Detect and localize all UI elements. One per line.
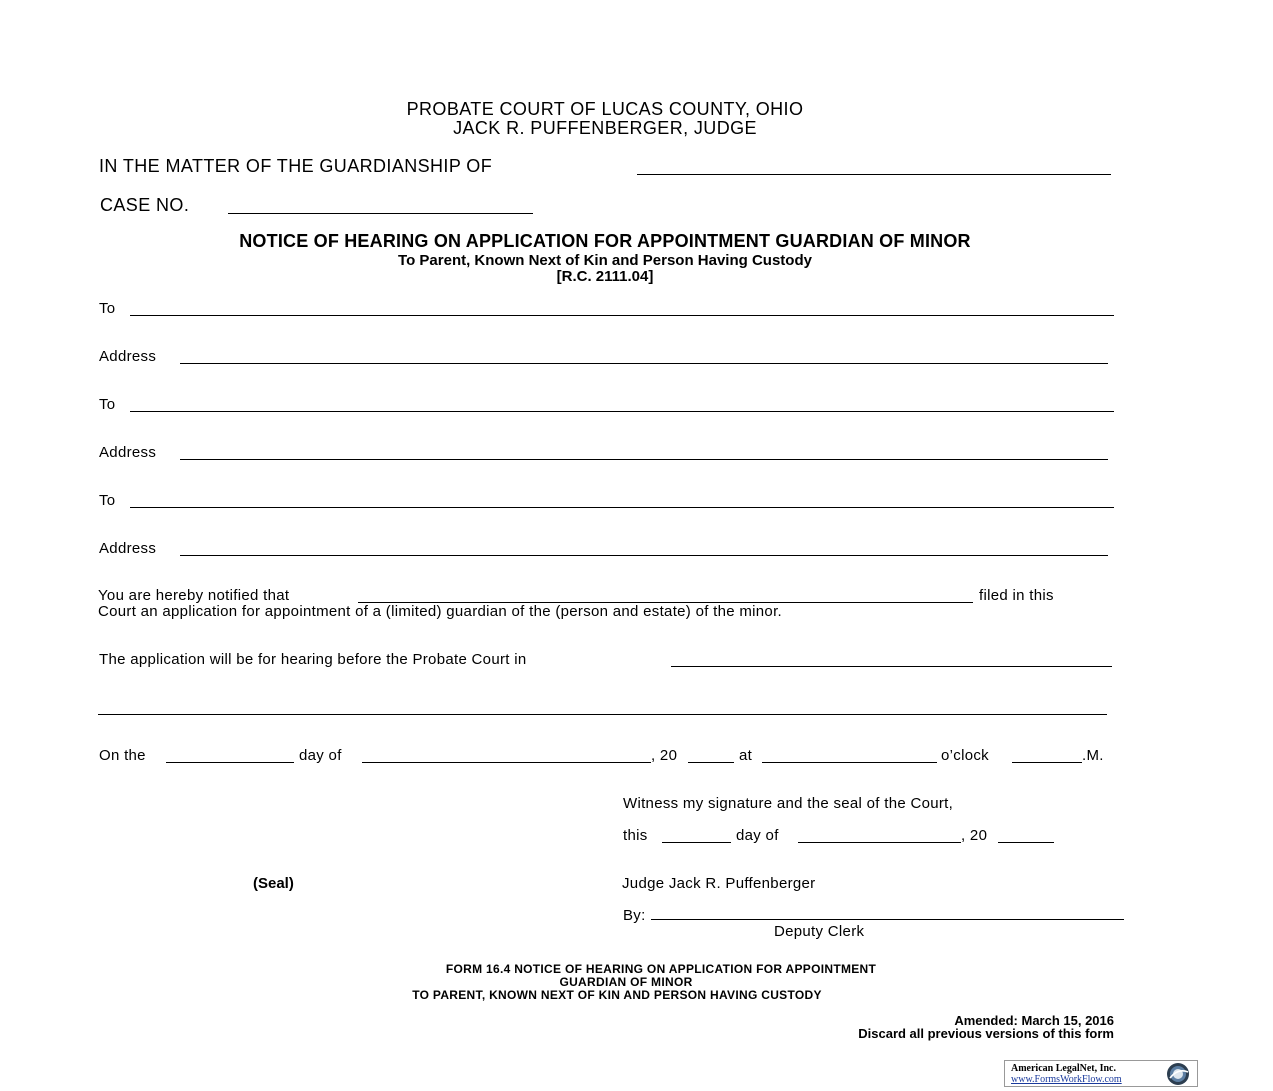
address-label-3: Address (99, 540, 157, 557)
amended-date: Amended: March 15, 2016 (954, 1013, 1114, 1028)
deputy-signature-field[interactable] (651, 919, 1124, 920)
notice-statute: [R.C. 2111.04] (556, 268, 654, 285)
am-pm-field[interactable] (1012, 762, 1082, 763)
form-footer-line3: TO PARENT, KNOWN NEXT OF KIN AND PERSON HAVING CUSTODY (412, 988, 822, 1002)
form-footer-line1: FORM 16.4 NOTICE OF HEARING ON APPLICATION FOR APPOINTMENT (445, 962, 877, 976)
address-label-1: Address (99, 348, 157, 365)
address-field-3[interactable] (180, 555, 1108, 556)
address-label-2: Address (99, 444, 157, 461)
witness-day-of: day of (736, 827, 779, 844)
address-field-2[interactable] (180, 459, 1108, 460)
m-label: .M. (1082, 747, 1104, 764)
discard-note: Discard all previous versions of this form (858, 1026, 1114, 1041)
time-field[interactable] (762, 762, 937, 763)
logo-company-name: American LegalNet, Inc. (1011, 1063, 1116, 1074)
year-prefix: , 20 (651, 747, 678, 764)
notice-subtitle: To Parent, Known Next of Kin and Person Having Custody (398, 252, 812, 269)
address-field-1[interactable] (180, 363, 1108, 364)
globe-logo-icon (1161, 1062, 1195, 1086)
logo-url[interactable]: www.FormsWorkFlow.com (1011, 1074, 1122, 1085)
witness-year-prefix: , 20 (961, 827, 988, 844)
witness-this: this (623, 827, 648, 844)
witness-line: Witness my signature and the seal of the Court, (623, 795, 954, 812)
legalnet-logo (1004, 1060, 1198, 1087)
form-footer-line2: GUARDIAN OF MINOR (559, 975, 693, 989)
month-field[interactable] (362, 762, 651, 763)
notice-title: NOTICE OF HEARING ON APPLICATION FOR APPOINTMENT GUARDIAN OF MINOR (239, 231, 971, 251)
notified-line2: Court an application for appointment of a (limited) guardian of the (person and estate) of the minor. (98, 603, 783, 620)
to-field-1[interactable] (130, 315, 1114, 316)
notified-suffix: filed in this (979, 587, 1054, 604)
at-label: at (739, 747, 753, 764)
day-of-label: day of (299, 747, 342, 764)
hearing-location-field-2[interactable] (98, 714, 1107, 715)
witness-day-field[interactable] (662, 842, 731, 843)
hearing-location-field[interactable] (671, 666, 1112, 667)
judge-signature: Judge Jack R. Puffenberger (622, 875, 816, 892)
case-number-field[interactable] (228, 213, 533, 214)
seal-label: (Seal) (253, 875, 294, 892)
notified-prefix: You are hereby notified that (98, 587, 290, 604)
witness-month-field[interactable] (798, 842, 961, 843)
matter-name-field[interactable] (637, 174, 1111, 175)
to-label-1: To (99, 300, 116, 317)
to-label-2: To (99, 396, 116, 413)
to-label-3: To (99, 492, 116, 509)
year-field[interactable] (688, 762, 734, 763)
oclock-label: o’clock (941, 747, 989, 764)
day-field[interactable] (166, 762, 294, 763)
to-field-3[interactable] (130, 507, 1114, 508)
judge-name: JACK R. PUFFENBERGER, JUDGE (453, 118, 757, 138)
court-name: PROBATE COURT OF LUCAS COUNTY, OHIO (406, 99, 804, 119)
case-label: CASE NO. (100, 195, 190, 215)
witness-year-field[interactable] (998, 842, 1054, 843)
hearing-label: The application will be for hearing before the Probate Court in (99, 651, 527, 668)
by-label: By: (623, 907, 646, 924)
on-the-label: On the (99, 747, 146, 764)
deputy-clerk-label: Deputy Clerk (774, 923, 865, 940)
matter-label: IN THE MATTER OF THE GUARDIANSHIP OF (99, 156, 493, 176)
to-field-2[interactable] (130, 411, 1114, 412)
